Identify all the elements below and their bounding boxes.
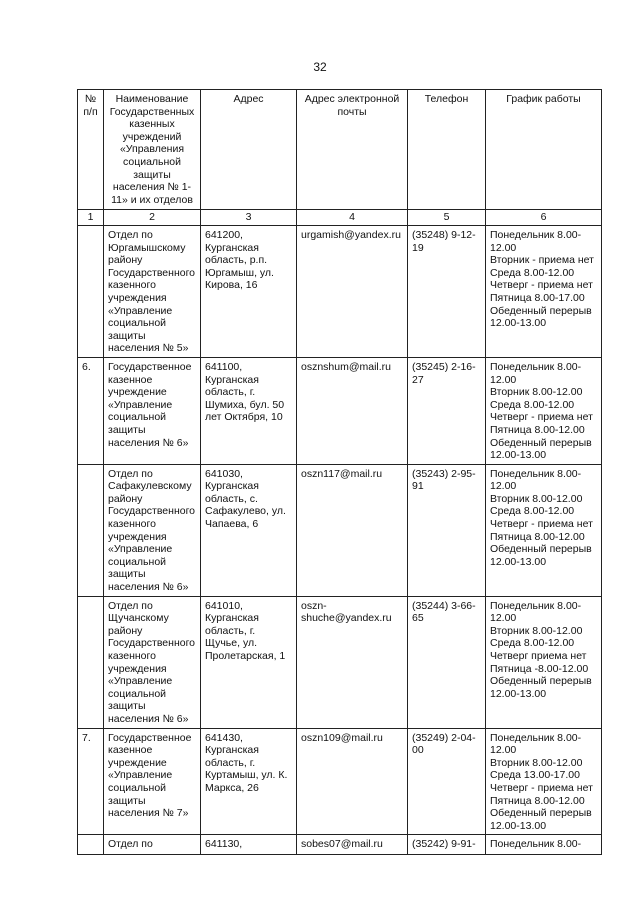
institution-name: Отдел по Щучанскому району Государственного казенного учреждения «Управление социальной защиты населения № 6» bbox=[104, 596, 201, 728]
row-number: 6. bbox=[78, 357, 104, 464]
institution-name: Отдел по Сафакулевскому району Государственного казенного учреждения «Управление социальной защиты населения № 6» bbox=[104, 464, 201, 596]
phone: (35242) 9-91- bbox=[408, 835, 486, 855]
row-number bbox=[78, 226, 104, 358]
institution-name: Государственное казенное учреждение «Управление социальной защиты населения № 7» bbox=[104, 728, 201, 835]
row-number bbox=[78, 835, 104, 855]
address: 641130, bbox=[201, 835, 297, 855]
email: oszn117@mail.ru bbox=[297, 464, 408, 596]
header-number: № п/п bbox=[78, 90, 104, 210]
row-number bbox=[78, 596, 104, 728]
table-row bbox=[78, 464, 602, 596]
schedule: Понедельник 8.00-12.00 Вторник - приема нет Среда 8.00-12.00 Четверг - приема нет Пятница 8.00-17.00 Обеденный перерыв 12.00-13.00 bbox=[486, 226, 602, 358]
email: oszn109@mail.ru bbox=[297, 728, 408, 835]
header-schedule: График работы bbox=[486, 90, 602, 210]
header-email: Адрес электронной почты bbox=[297, 90, 408, 210]
email: urgamish@yandex.ru bbox=[297, 226, 408, 358]
table-row bbox=[78, 226, 602, 358]
table-row bbox=[78, 357, 602, 464]
schedule: Понедельник 8.00- bbox=[486, 835, 602, 855]
page-number: 32 bbox=[313, 60, 327, 74]
column-number: 1 bbox=[78, 210, 104, 226]
header-address: Адрес bbox=[201, 90, 297, 210]
table-row bbox=[78, 728, 602, 835]
schedule: Понедельник 8.00-12.00 Вторник 8.00-12.00 Среда 8.00-12.00 Четверг приема нет Пятница -8.00-12.00 Обеденный перерыв 12.00-13.00 bbox=[486, 596, 602, 728]
address: 641430, Курганская область, г. Куртамыш, ул. К. Маркса, 26 bbox=[201, 728, 297, 835]
column-number-row bbox=[78, 210, 602, 226]
email: osznshum@mail.ru bbox=[297, 357, 408, 464]
address: 641030, Курганская область, с. Сафакулево, ул. Чапаева, 6 bbox=[201, 464, 297, 596]
row-number bbox=[78, 464, 104, 596]
institution-name: Отдел по bbox=[104, 835, 201, 855]
phone: (35243) 2-95-91 bbox=[408, 464, 486, 596]
column-number: 2 bbox=[104, 210, 201, 226]
email: sobes07@mail.ru bbox=[297, 835, 408, 855]
column-number: 3 bbox=[201, 210, 297, 226]
row-number: 7. bbox=[78, 728, 104, 835]
schedule: Понедельник 8.00-12.00 Вторник 8.00-12.00 Среда 13.00-17.00 Четверг - приема нет Пятница 8.00-12.00 Обеденный перерыв 12.00-13.00 bbox=[486, 728, 602, 835]
email: oszn-shuche@yandex.ru bbox=[297, 596, 408, 728]
column-number: 4 bbox=[297, 210, 408, 226]
table-row bbox=[78, 835, 602, 855]
address: 641010, Курганская область, г. Щучье, ул. Пролетарская, 1 bbox=[201, 596, 297, 728]
address: 641200, Курганская область, р.п. Юргамыш, ул. Кирова, 16 bbox=[201, 226, 297, 358]
table-row bbox=[78, 596, 602, 728]
schedule: Понедельник 8.00-12.00 Вторник 8.00-12.00 Среда 8.00-12.00 Четверг - приема нет Пятница 8.00-12.00 Обеденный перерыв 12.00-13.00 bbox=[486, 357, 602, 464]
address: 641100, Курганская область, г. Шумиха, бул. 50 лет Октября, 10 bbox=[201, 357, 297, 464]
institutions-table bbox=[77, 89, 602, 855]
phone: (35245) 2-16-27 bbox=[408, 357, 486, 464]
institution-name: Отдел по Юргамышскому району Государственного казенного учреждения «Управление социальной защиты населения № 5» bbox=[104, 226, 201, 358]
header-phone: Телефон bbox=[408, 90, 486, 210]
column-number: 6 bbox=[486, 210, 602, 226]
institution-name: Государственное казенное учреждение «Управление социальной защиты населения № 6» bbox=[104, 357, 201, 464]
column-number: 5 bbox=[408, 210, 486, 226]
schedule: Понедельник 8.00-12.00 Вторник 8.00-12.00 Среда 8.00-12.00 Четверг - приема нет Пятница 8.00-12.00 Обеденный перерыв 12.00-13.00 bbox=[486, 464, 602, 596]
header-institution-name: Наименование Государственных казенных учреждений «Управления социальной защиты населения № 1-11» и их отделов bbox=[104, 90, 201, 210]
table-header-row bbox=[78, 90, 602, 210]
phone: (35248) 9-12-19 bbox=[408, 226, 486, 358]
phone: (35249) 2-04-00 bbox=[408, 728, 486, 835]
phone: (35244) 3-66-65 bbox=[408, 596, 486, 728]
